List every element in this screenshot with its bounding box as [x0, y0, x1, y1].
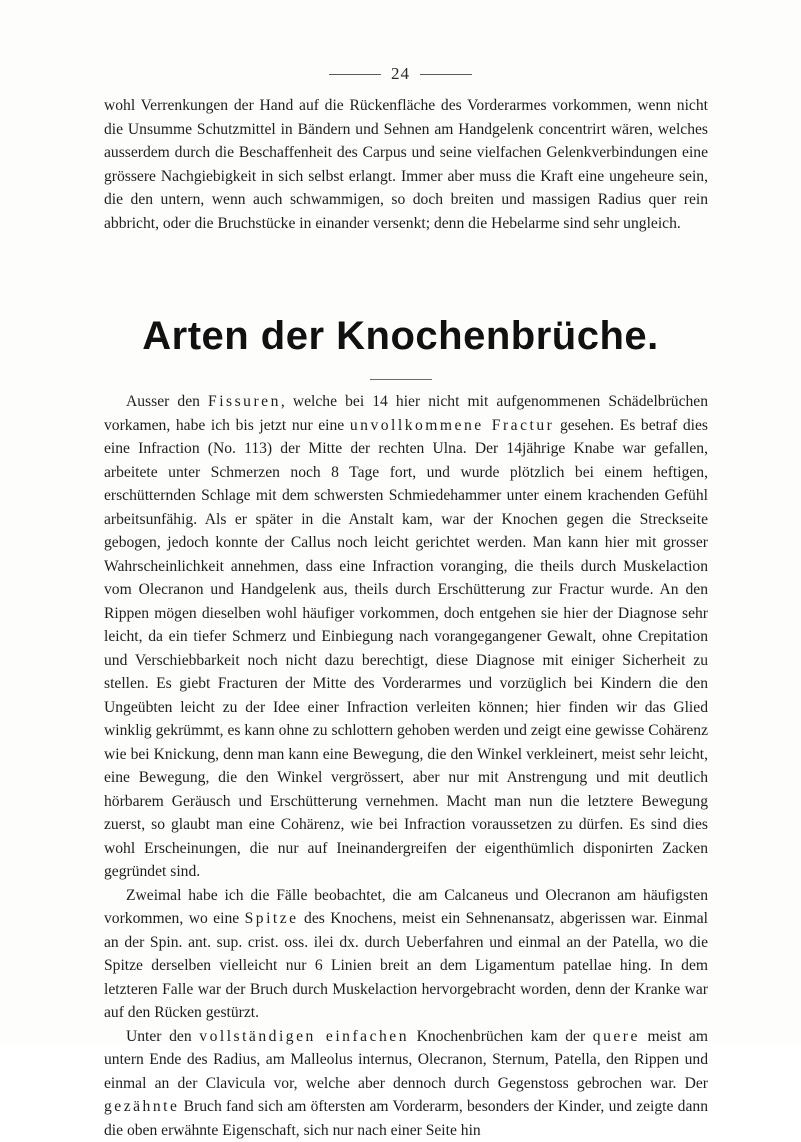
paragraph-4-text-2: Knochenbrüchen kam der	[409, 1028, 593, 1045]
page-header	[0, 64, 801, 84]
paragraph-1-text: wohl Verrenkungen der Hand auf die Rückenfläche des Vorderarmes vorkommen, wenn nicht die Unsumme Schutzmittel in Bändern und Sehnen am Handgelenk concentrirt wären, welches ausserdem durch die Beschaffenheit des Carpus und seine vielfachen Gelenkverbindungen eine grössere Nachgiebigkeit in sich selbst erlangt. Immer aber muss die Kraft eine ungeheure sein, die den untern, wenn auch schwammigen, so doch breiten und massigen Radius quer rein abbricht, oder die Bruchstücke in einander versenkt; denn die Hebelarme sind sehr ungleich.	[104, 94, 708, 235]
section-heading: Arten der Knochenbrüche.	[0, 314, 801, 359]
heading-rule	[370, 379, 432, 380]
paragraph-2-text-2: , welche bei 14 hier nicht mit aufgenommenen Schädelbrüchen vorkamen, habe ich bis jetzt nur eine	[104, 393, 708, 434]
continued-paragraph	[104, 94, 708, 235]
page-number: 24	[391, 64, 410, 84]
paragraph-2-text-1: Ausser den	[126, 393, 208, 410]
paragraph-4-emphasis-quere: quere	[593, 1028, 640, 1045]
paragraph-2	[104, 390, 708, 884]
section-body	[104, 390, 708, 1142]
paragraph-4-emphasis-gezaehnte: gezähnte	[104, 1098, 179, 1115]
paragraph-4-text-4: Bruch fand sich am öftersten am Vorderarm, besonders der Kinder, und zeigte dann die oben erwähnte Eigenschaft, sich nur nach einer Seite hin	[104, 1098, 708, 1139]
paragraph-4	[104, 1025, 708, 1142]
paragraph-3-emphasis-spitze: Spitze	[245, 910, 299, 927]
paragraph-3-text-1: Zweimal habe ich die Fälle beobachtet, die am Calcaneus und Olecranon am häufigsten vorkommen, wo eine	[104, 887, 708, 928]
paragraph-4-text-1: Unter den	[126, 1028, 199, 1045]
paragraph-2-emphasis-fissuren: Fissuren	[208, 393, 281, 410]
paragraph-4-text-3: meist am untern Ende des Radius, am Malleolus internus, Olecranon, Sternum, Patella, den Rippen und einmal an der Clavicula vor, welche aber dennoch durch Gegenstoss gebrochen war. Der	[104, 1028, 708, 1092]
header-rule-right	[420, 74, 472, 75]
paragraph-2-text-3: gesehen. Es betraf dies eine Infraction (No. 113) der Mitte der rechten Ulna. Der 14jährige Knabe war gefallen, arbeitete unter Schmerzen noch 8 Tage fort, und wurde plötzlich bei einem heftigen, erschütternden Schlage mit dem schwersten Schmiedehammer unter einem krachenden Gefühl arbeitsunfähig. Als er später in die Anstalt kam, war der Knochen gegen die Streckseite gebogen, jedoch konnte der Callus noch leicht gerichtet werden. Man kann hier mit grosser Wahrscheinlichkeit annehmen, dass eine Infraction voranging, die theils durch Muskelaction vom Olecranon und Handgelenk aus, theils durch Erschütterung zur Fractur wurde. An den Rippen mögen dieselben wohl häufiger vorkommen, doch entgehen sie hier der Diagnose sehr leicht, da ein tiefer Schmerz und Einbiegung nach vorangegangener Gewalt, ohne Crepitation und Verschiebbarkeit noch nicht dazu berechtigt, diese Diagnose mit einiger Sicherheit zu stellen. Es giebt Fracturen der Mitte des Vorderarmes und vorzüglich bei Kindern die den Ungeübten leicht zu der Idee einer Infraction verleiten können; hier finden wir das Glied winklig gekrümmt, es kann ohne zu schlottern gehoben werden und zeigt eine gewisse Cohärenz wie bei Knickung, denn man kann eine Bewegung, die den Winkel verkleinert, meist sehr leicht, eine Bewegung, die den Winkel vergrössert, aber nur mit Anstrengung und mit deutlich hörbarem Geräusch und Erschütterung vernehmen. Macht man nun die letztere Bewegung zuerst, so glaubt man eine Cohärenz, wie bei Infraction voraussetzen zu dürfen. Es sind dies wohl Erscheinungen, die nur auf Ineinandergreifen der eigenthümlich disponirten Zacken gegründet sind.	[104, 417, 708, 881]
paragraph-2-emphasis-fractur: unvollkommene Fractur	[350, 417, 555, 434]
paragraph-3-text-2: des Knochens, meist ein Sehnenansatz, abgerissen war. Einmal an der Spin. ant. sup. crist. oss. ilei dx. durch Ueberfahren und einmal an der Patella, wo die Spitze derselben vielleicht nur 6 Linien breit an dem Ligamentum patellae hing. In dem letzteren Falle war der Bruch durch Muskelaction hervorgebracht worden, denn der Kranke war auf den Rücken gestürzt.	[104, 910, 708, 1021]
paragraph-3	[104, 884, 708, 1025]
header-rule-left	[329, 74, 381, 75]
paragraph-4-emphasis-vollstaendigen: vollständigen einfachen	[199, 1028, 409, 1045]
